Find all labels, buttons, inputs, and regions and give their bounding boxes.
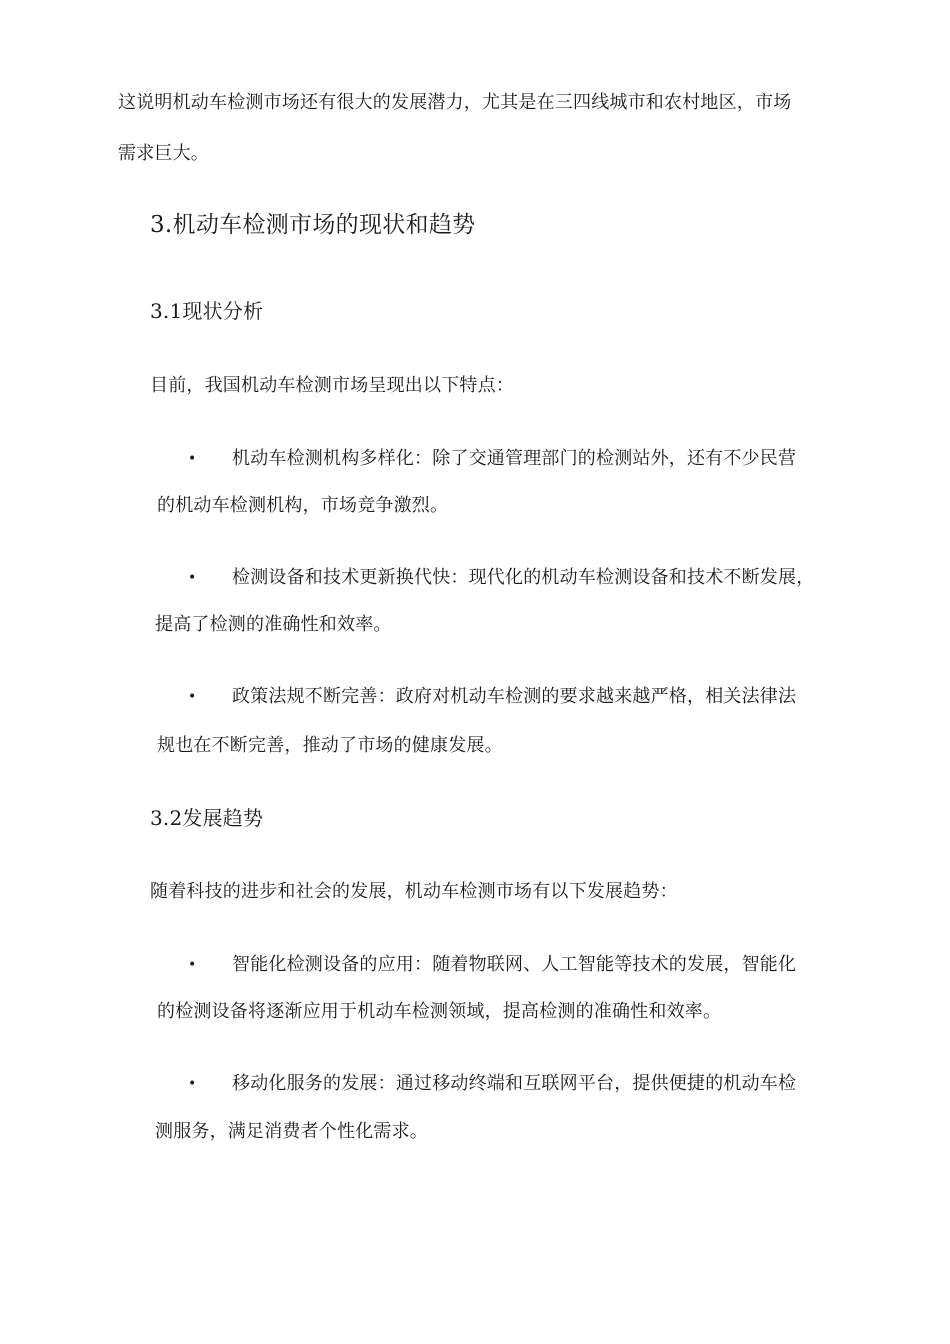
- status-lead: 目前，我国机动车检测市场呈现出以下特点：: [150, 375, 514, 396]
- bullet-line: 提高了检测的准确性和效率。: [155, 614, 392, 635]
- section-heading: 3.机动车检测市场的现状和趋势: [150, 212, 476, 238]
- bullet-icon: •: [188, 1076, 197, 1092]
- subsection-heading-status: 3.1现状分析: [150, 299, 264, 323]
- bullet-line: 检测设备和技术更新换代快：现代化的机动车检测设备和技术不断发展，: [232, 567, 815, 588]
- bullet-line: 的机动车检测机构，市场竞争激烈。: [157, 495, 449, 516]
- bullet-line: 测服务，满足消费者个性化需求。: [155, 1121, 428, 1142]
- bullet-line: 政策法规不断完善：政府对机动车检测的要求越来越严格，相关法律法: [232, 686, 797, 707]
- bullet-line: 移动化服务的发展：通过移动终端和互联网平台，提供便捷的机动车检: [232, 1073, 797, 1094]
- bullet-icon: •: [188, 689, 197, 705]
- trends-lead: 随着科技的进步和社会的发展，机动车检测市场有以下发展趋势：: [150, 881, 678, 902]
- bullet-icon: •: [188, 957, 197, 973]
- subsection-heading-trends: 3.2发展趋势: [150, 806, 264, 830]
- bullet-icon: •: [188, 451, 197, 467]
- bullet-line: 机动车检测机构多样化：除了交通管理部门的检测站外，还有不少民营: [232, 448, 797, 469]
- bullet-line: 智能化检测设备的应用：随着物联网、人工智能等技术的发展，智能化: [232, 954, 797, 975]
- bullet-icon: •: [188, 570, 197, 586]
- bullet-line: 的检测设备将逐渐应用于机动车检测领域，提高检测的准确性和效率。: [157, 1001, 722, 1022]
- intro-line-1: 这说明机动车检测市场还有很大的发展潜力，尤其是在三四线城市和农村地区，市场: [118, 92, 792, 113]
- bullet-line: 规也在不断完善，推动了市场的健康发展。: [157, 735, 503, 756]
- intro-line-2: 需求巨大。: [118, 143, 209, 164]
